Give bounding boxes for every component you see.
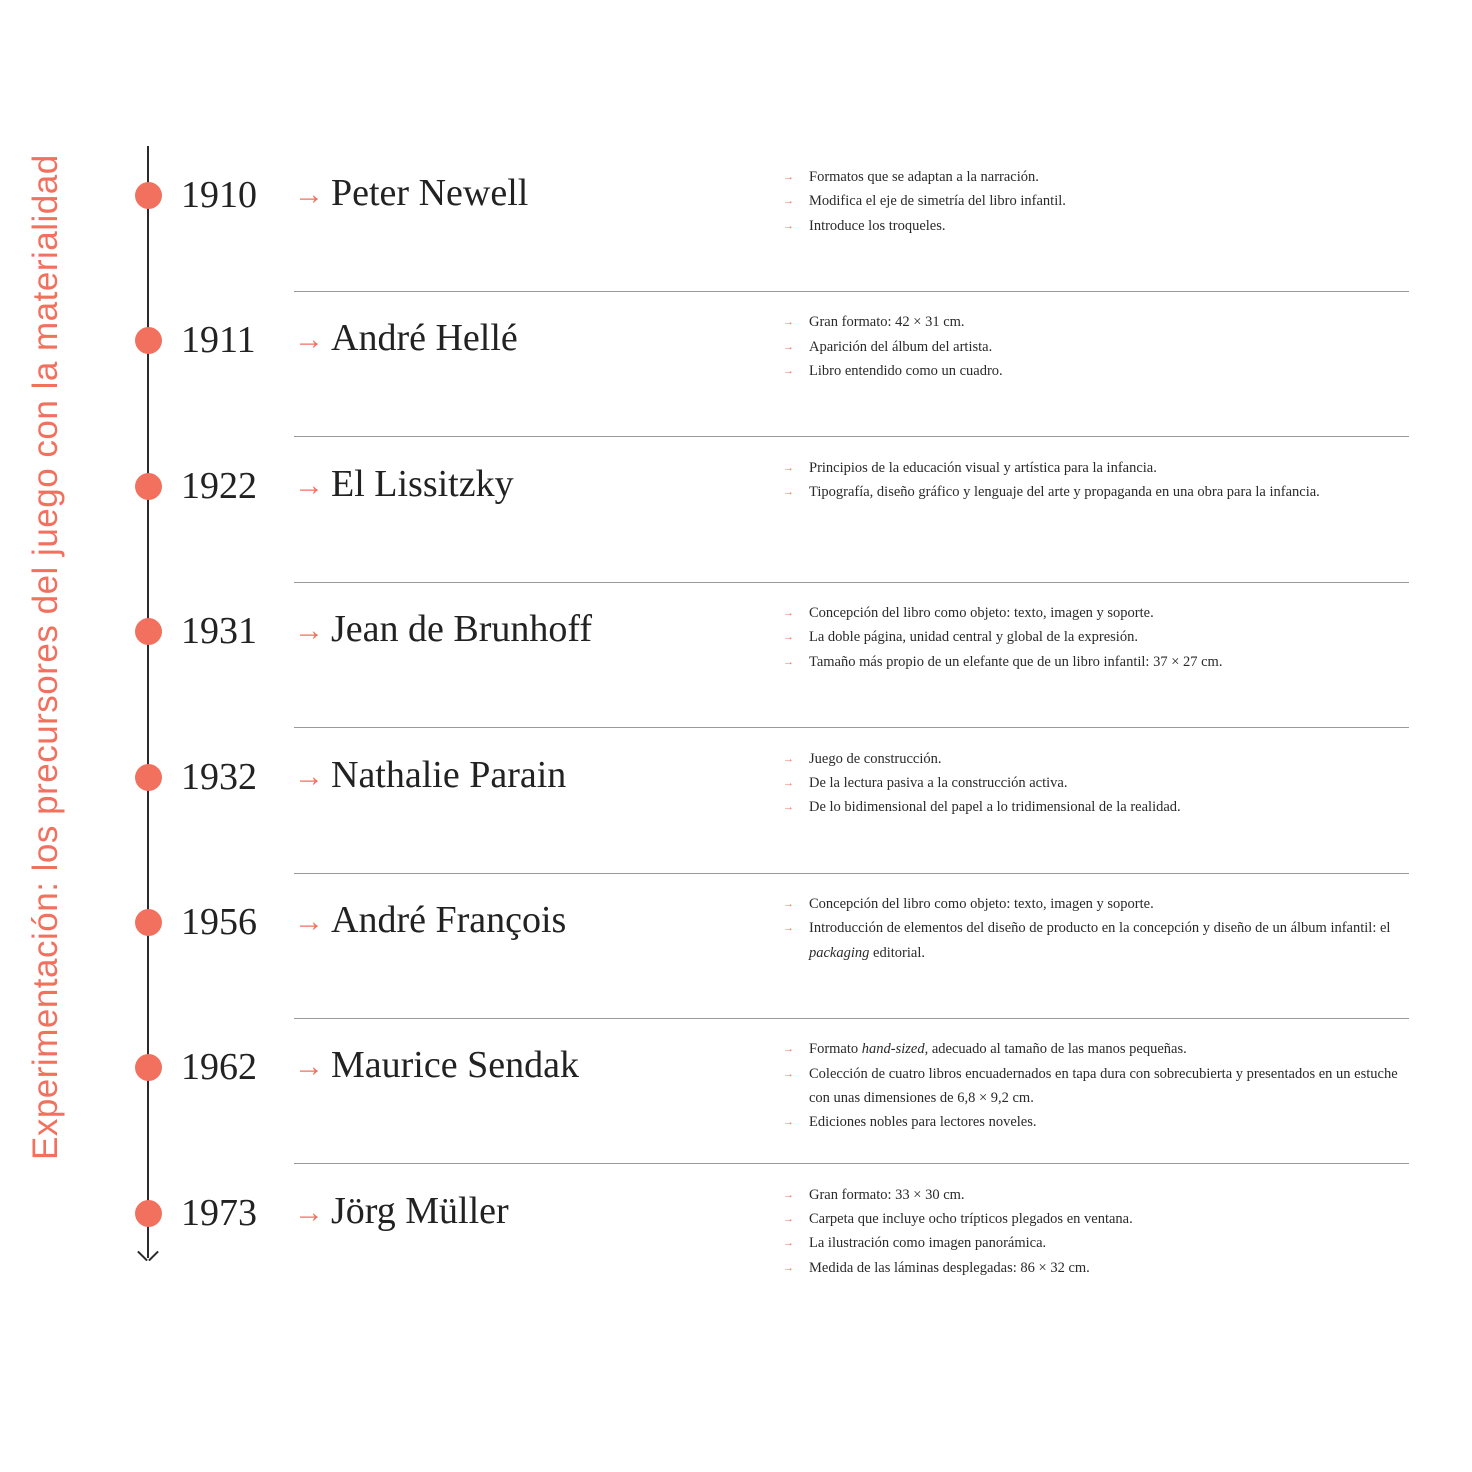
note-item xyxy=(783,1207,1408,1231)
note-text: Tipografía, diseño gráfico y lenguaje del arte y propaganda en una obra para la infancia. xyxy=(809,484,1320,501)
entry-notes xyxy=(783,1037,1408,1134)
bullet-arrow-icon: → xyxy=(783,776,794,789)
note-text: editorial. xyxy=(869,944,925,961)
timeline-entry xyxy=(0,601,1472,746)
entry-name: Jörg Müller xyxy=(331,1189,509,1232)
timeline-dot xyxy=(135,764,162,791)
row-divider xyxy=(294,1163,1409,1164)
note-emphasis: hand-sized xyxy=(861,1041,925,1058)
entry-notes xyxy=(783,892,1408,965)
entry-year: 1910 xyxy=(181,174,257,216)
arrow-right-icon: → xyxy=(294,178,324,211)
note-item xyxy=(783,214,1408,238)
note-text: La ilustración como imagen panorámica. xyxy=(809,1235,1047,1252)
timeline-dot xyxy=(135,473,162,500)
note-text: Juego de construcción. xyxy=(809,750,942,767)
note-text: Concepción del libro como objeto: texto, imagen y soporte. xyxy=(809,605,1154,622)
entry-name: El Lissitzky xyxy=(331,462,514,505)
arrow-right-icon: → xyxy=(294,1050,324,1084)
row-divider xyxy=(294,727,1409,728)
timeline-entry xyxy=(0,1183,1472,1328)
note-item xyxy=(783,771,1408,795)
note-text: Formato xyxy=(809,1041,862,1058)
note-item xyxy=(783,1062,1408,1111)
note-item xyxy=(783,1037,1408,1061)
bullet-arrow-icon: → xyxy=(783,801,794,814)
bullet-arrow-icon: → xyxy=(783,607,794,620)
timeline-entry xyxy=(0,165,1472,310)
arrow-right-icon: → xyxy=(294,614,324,648)
bullet-arrow-icon: → xyxy=(783,655,794,668)
entry-name: Nathalie Parain xyxy=(331,753,567,796)
note-item xyxy=(783,1110,1408,1134)
entry-year: 1922 xyxy=(181,464,257,507)
bullet-arrow-icon: → xyxy=(783,486,794,499)
note-item xyxy=(783,795,1408,819)
note-text: Carpeta que incluye ocho trípticos plegados en ventana. xyxy=(809,1211,1133,1228)
bullet-arrow-icon: → xyxy=(783,898,794,910)
bullet-arrow-icon: → xyxy=(783,1237,794,1250)
entry-year: 1932 xyxy=(181,755,257,798)
note-text: Aparición del álbum del artista. xyxy=(809,338,993,355)
note-item xyxy=(783,747,1408,771)
note-item xyxy=(783,165,1408,189)
note-text: Medida de las láminas desplegadas: 86 × 32 cm. xyxy=(809,1259,1090,1276)
note-item xyxy=(783,650,1408,674)
bullet-arrow-icon: → xyxy=(783,1188,794,1201)
note-item xyxy=(783,456,1408,480)
entry-year: 1931 xyxy=(181,610,257,653)
bullet-arrow-icon: → xyxy=(783,922,794,935)
note-text: , adecuado al tamaño de las manos pequeñas. xyxy=(924,1041,1187,1058)
row-divider xyxy=(294,873,1409,874)
side-title: Experimentación: los precursores del juego con la materialidad xyxy=(26,154,65,1160)
note-text: De lo bidimensional del papel a lo tridimensional de la realidad. xyxy=(809,799,1181,816)
row-divider xyxy=(294,1018,1409,1019)
entry-notes xyxy=(783,456,1408,505)
entry-year: 1973 xyxy=(181,1191,257,1234)
note-text: De la lectura pasiva a la construcción activa. xyxy=(809,774,1068,791)
note-item xyxy=(783,892,1408,916)
bullet-arrow-icon: → xyxy=(783,1116,794,1129)
timeline-dot xyxy=(135,1054,162,1081)
note-item xyxy=(783,1256,1408,1280)
note-item xyxy=(783,359,1408,383)
note-item xyxy=(783,601,1408,625)
note-text: Colección de cuatro libros encuadernados en tapa dura con sobrecubierta y presentados en un estuche con unas dimensiones de 6,8 × 9,2 cm. xyxy=(809,1065,1398,1106)
entry-name: Jean de Brunhoff xyxy=(331,608,593,651)
entry-name: André François xyxy=(331,899,567,941)
entry-year: 1956 xyxy=(181,901,257,943)
note-text: Modifica el eje de simetría del libro infantil. xyxy=(809,193,1066,210)
note-text: Concepción del libro como objeto: texto, imagen y soporte. xyxy=(809,896,1154,912)
bullet-arrow-icon: → xyxy=(783,195,794,208)
bullet-arrow-icon: → xyxy=(783,752,794,765)
entry-notes xyxy=(783,1183,1408,1280)
bullet-arrow-icon: → xyxy=(783,171,794,183)
note-text: La doble página, unidad central y global de la expresión. xyxy=(809,629,1138,646)
entry-year: 1962 xyxy=(181,1046,257,1089)
entry-notes xyxy=(783,747,1408,820)
arrow-right-icon: → xyxy=(294,759,324,793)
bullet-arrow-icon: → xyxy=(783,364,794,377)
entry-name: Maurice Sendak xyxy=(331,1044,579,1087)
timeline-entry xyxy=(0,1037,1472,1182)
note-item xyxy=(783,625,1408,649)
arrow-right-icon: → xyxy=(294,905,324,938)
row-divider xyxy=(294,582,1409,583)
note-text: Gran formato: 33 × 30 cm. xyxy=(809,1186,965,1203)
timeline-dot xyxy=(135,618,162,645)
timeline-entry xyxy=(0,747,1472,892)
note-item xyxy=(783,1183,1408,1207)
arrow-right-icon: → xyxy=(294,1195,324,1229)
note-item xyxy=(783,335,1408,359)
note-item xyxy=(783,916,1408,965)
bullet-arrow-icon: → xyxy=(783,631,794,644)
timeline-entry xyxy=(0,310,1472,455)
note-item xyxy=(783,189,1408,213)
bullet-arrow-icon: → xyxy=(783,1067,794,1080)
note-text: Introducción de elementos del diseño de producto en la concepción y diseño de un álbum infantil: el xyxy=(809,920,1391,937)
entry-year: 1911 xyxy=(181,319,256,362)
entry-notes xyxy=(783,601,1408,674)
row-divider xyxy=(294,291,1409,292)
note-text: Tamaño más propio de un elefante que de un libro infantil: 37 × 27 cm. xyxy=(809,653,1223,670)
arrow-right-icon: → xyxy=(294,468,324,502)
entry-name: Peter Newell xyxy=(331,172,529,214)
bullet-arrow-icon: → xyxy=(783,461,794,474)
entry-notes xyxy=(783,310,1408,383)
timeline-dot xyxy=(135,327,162,354)
note-text: Introduce los troqueles. xyxy=(809,217,946,234)
bullet-arrow-icon: → xyxy=(783,1213,794,1226)
note-text: Ediciones nobles para lectores noveles. xyxy=(809,1114,1037,1131)
note-emphasis: packaging xyxy=(809,944,870,961)
bullet-arrow-icon: → xyxy=(783,219,794,232)
bullet-arrow-icon: → xyxy=(783,316,794,329)
timeline-dot xyxy=(135,909,162,936)
note-item xyxy=(783,480,1408,504)
bullet-arrow-icon: → xyxy=(783,1043,794,1056)
bullet-arrow-icon: → xyxy=(783,1261,794,1274)
timeline-entry xyxy=(0,892,1472,1037)
note-item xyxy=(783,310,1408,334)
entry-name: André Hellé xyxy=(331,317,518,360)
note-item xyxy=(783,1231,1408,1255)
note-text: Gran formato: 42 × 31 cm. xyxy=(809,314,965,331)
timeline-dot xyxy=(135,182,162,209)
bullet-arrow-icon: → xyxy=(783,340,794,353)
note-text: Formatos que se adaptan a la narración. xyxy=(809,169,1039,185)
note-text: Principios de la educación visual y artística para la infancia. xyxy=(809,459,1157,476)
note-text: Libro entendido como un cuadro. xyxy=(809,362,1003,379)
timeline-dot xyxy=(135,1200,162,1227)
entry-notes xyxy=(783,165,1408,238)
arrow-right-icon: → xyxy=(294,323,324,357)
timeline-entry xyxy=(0,456,1472,601)
row-divider xyxy=(294,436,1409,437)
